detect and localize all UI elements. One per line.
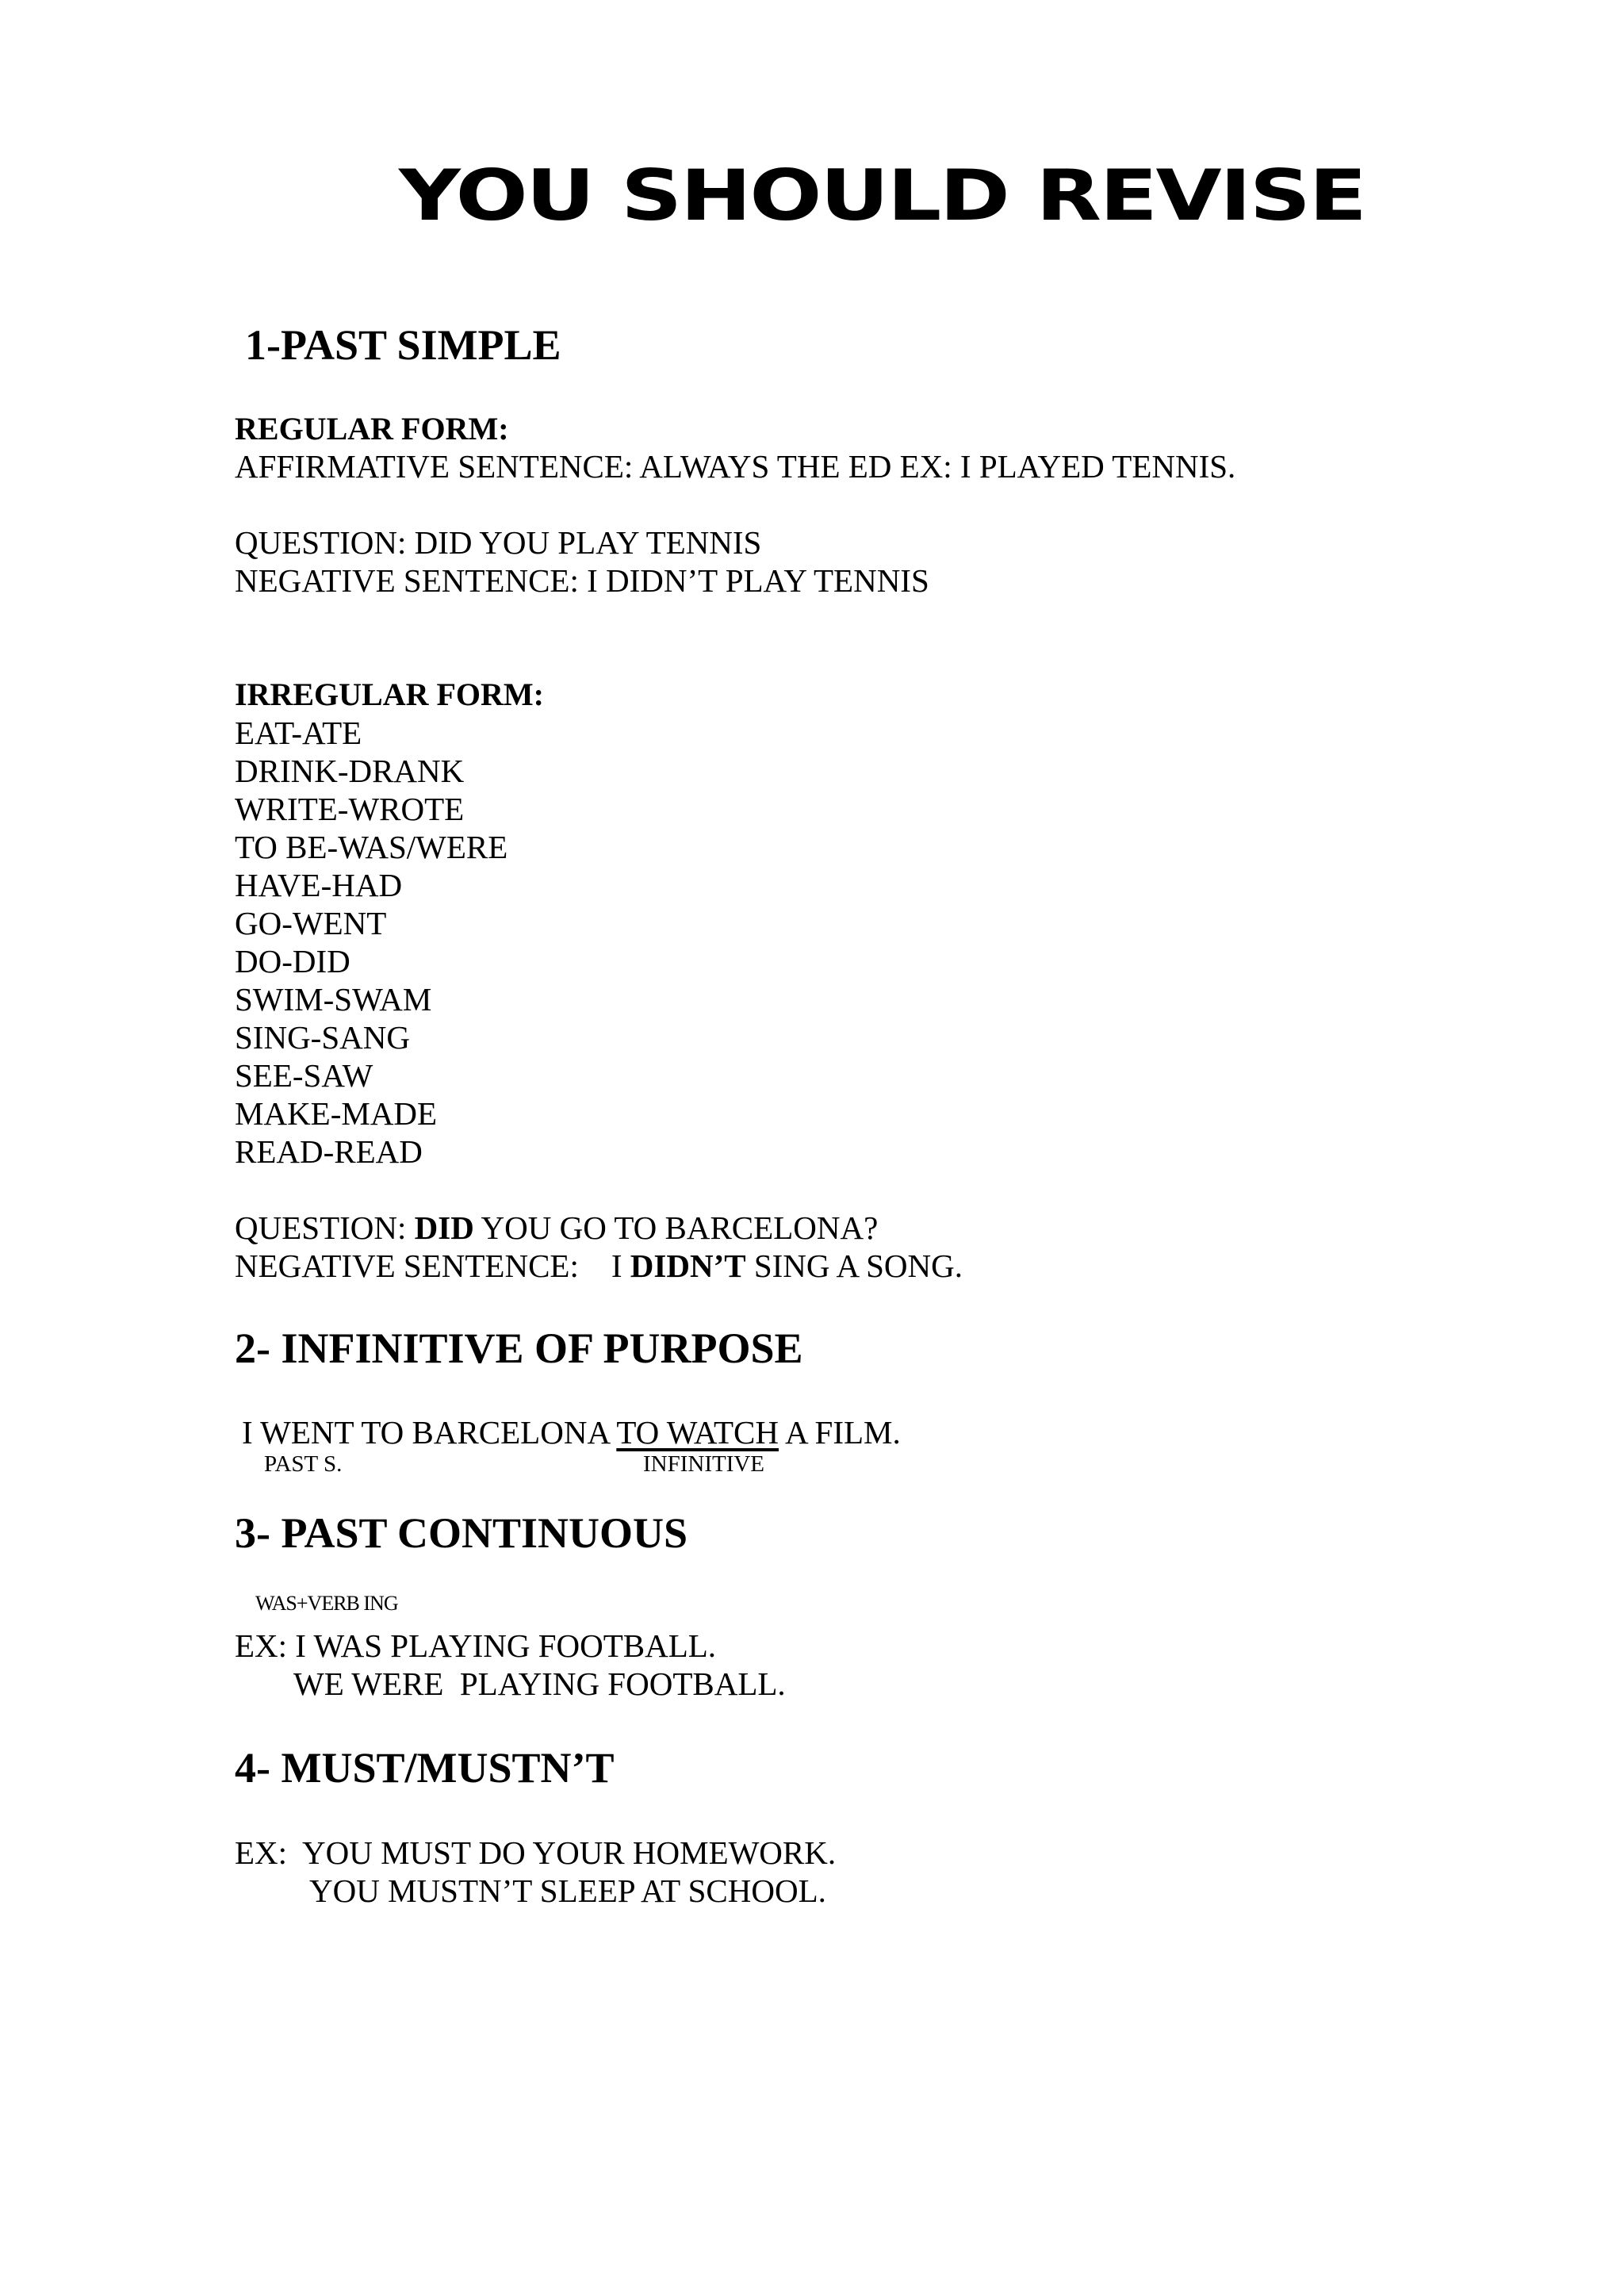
past-continuous-formula: WAS+VERB ING xyxy=(255,1592,398,1615)
irregular-verb-item: EAT-ATE xyxy=(235,715,362,751)
section-heading-past-continuous: 3- PAST CONTINUOUS xyxy=(235,1509,688,1557)
affirmative-sentence: AFFIRMATIVE SENTENCE: ALWAYS THE ED EX: I PLAYED TENNIS. xyxy=(235,448,1236,485)
question-sentence: QUESTION: DID YOU PLAY TENNIS xyxy=(235,524,762,561)
infinitive-label: INFINITIVE xyxy=(643,1451,765,1477)
infinitive-example xyxy=(242,1416,901,1449)
irregular-verb-item: SING-SANG xyxy=(235,1019,410,1056)
irregular-verb-item: SWIM-SWAM xyxy=(235,981,432,1018)
infinitive-underlined: TO WATCH xyxy=(616,1414,779,1451)
irregular-verb-item: HAVE-HAD xyxy=(235,867,403,903)
section-heading-must-mustnt: 4- MUST/MUSTN’T xyxy=(235,1744,615,1792)
must-example-1: EX: YOU MUST DO YOUR HOMEWORK. xyxy=(235,1834,837,1871)
negative-sentence: NEGATIVE SENTENCE: I DIDN’T PLAY TENNIS xyxy=(235,562,929,599)
irregular-verb-item: READ-READ xyxy=(235,1133,423,1170)
example-prefix: I WENT TO BARCELONA xyxy=(242,1414,617,1451)
past-continuous-example-1: EX: I WAS PLAYING FOOTBALL. xyxy=(235,1627,717,1664)
did-keyword: DID xyxy=(414,1209,474,1246)
negative-suffix: SING A SONG. xyxy=(745,1248,963,1284)
question-prefix: QUESTION: xyxy=(235,1209,415,1246)
irregular-verb-item: SEE-SAW xyxy=(235,1057,373,1094)
page-title: YOU SHOULD REVISE xyxy=(399,155,1365,236)
section-heading-past-simple: 1-PAST SIMPLE xyxy=(245,321,561,369)
irregular-verb-item: DO-DID xyxy=(235,943,350,979)
irregular-verb-item: MAKE-MADE xyxy=(235,1095,438,1132)
irregular-verb-item: WRITE-WROTE xyxy=(235,791,465,827)
example-suffix: A FILM. xyxy=(778,1414,901,1451)
didnt-negative-line xyxy=(235,1250,963,1282)
negative-prefix: NEGATIVE SENTENCE: I xyxy=(235,1248,630,1284)
past-continuous-example-2: WE WERE PLAYING FOOTBALL. xyxy=(293,1665,786,1702)
irregular-form-label: IRREGULAR FORM: xyxy=(235,677,544,712)
didnt-keyword: DIDN’T xyxy=(630,1248,746,1284)
regular-form-label: REGULAR FORM: xyxy=(235,411,509,447)
irregular-verb-item: TO BE-WAS/WERE xyxy=(235,829,508,865)
section-heading-infinitive-of-purpose: 2- INFINITIVE OF PURPOSE xyxy=(235,1324,803,1372)
did-question-line xyxy=(235,1209,879,1246)
past-simple-label: PAST S. xyxy=(264,1451,343,1477)
irregular-verb-item: GO-WENT xyxy=(235,905,387,941)
irregular-verb-item: DRINK-DRANK xyxy=(235,753,465,789)
question-suffix: YOU GO TO BARCELONA? xyxy=(473,1209,879,1246)
must-example-2: YOU MUSTN’T SLEEP AT SCHOOL. xyxy=(309,1872,826,1909)
